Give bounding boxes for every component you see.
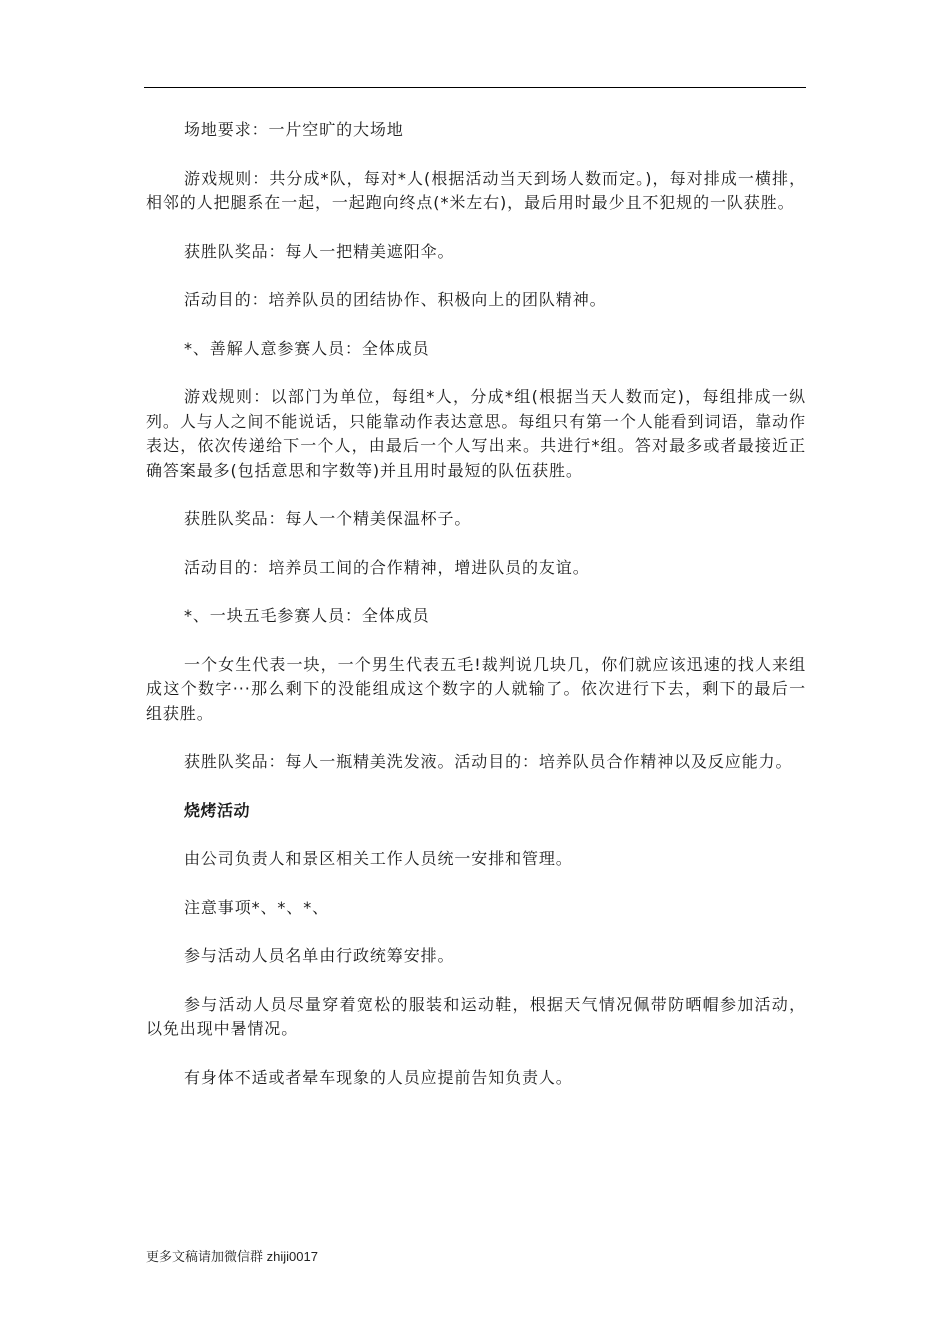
header-rule [144,87,806,88]
paragraph: 获胜队奖品：每人一瓶精美洗发液。活动目的：培养队员合作精神以及反应能力。 [184,752,793,771]
paragraph: 获胜队奖品：每人一个精美保温杯子。 [184,509,472,528]
paragraph: 游戏规则：共分成*队，每对*人(根据活动当天到场人数而定。)，每对排成一横排，相邻的人把腿系在一起，一起跑向终点(*米左右)，最后用时最少且不犯规的一队获胜。 [146,168,806,212]
paragraph: 由公司负责人和景区相关工作人员统一安排和管理。 [184,849,573,868]
section-heading: 烧烤活动 [184,800,251,820]
document-body [146,118,806,1114]
paragraph: 注意事项*、*、*、 [184,897,330,917]
paragraph: 场地要求：一片空旷的大场地 [184,120,404,139]
paragraph: 游戏规则：以部门为单位，每组*人，分成*组(根据当天人数而定)，每组排成一纵列。人与人之间不能说话，只能靠动作表达意思。每组只有第一个人能看到词语，靠动作表达，依次传递给下一个人，由最后一个人写出来。共进行*组。答对最多或者最接近正确答案最多(包括意思和字数等)并且用时最短的队伍获胜。 [146,387,806,480]
paragraph: 一个女生代表一块，一个男生代表五毛!裁判说几块几，你们就应该迅速的找人来组成这个数字···那么剩下的没能组成这个数字的人就输了。依次进行下去，剩下的最后一组获胜。 [146,654,806,723]
page-footer: 更多文稿请加微信群 zhiji0017 [146,1249,318,1264]
paragraph: 活动目的：培养队员的团结协作、积极向上的团队精神。 [184,290,607,309]
paragraph: 有身体不适或者晕车现象的人员应提前告知负责人。 [184,1067,573,1087]
paragraph: 参与活动人员尽量穿着宽松的服装和运动鞋，根据天气情况佩带防晒帽参加活动，以免出现中暑情况。 [146,994,806,1038]
paragraph: 活动目的：培养员工间的合作精神，增进队员的友谊。 [184,557,590,577]
paragraph: 获胜队奖品：每人一把精美遮阳伞。 [184,241,455,261]
paragraph: *、一块五毛参赛人员：全体成员 [184,606,430,625]
paragraph: 参与活动人员名单由行政统筹安排。 [184,946,455,965]
paragraph: *、善解人意参赛人员：全体成员 [184,338,430,358]
